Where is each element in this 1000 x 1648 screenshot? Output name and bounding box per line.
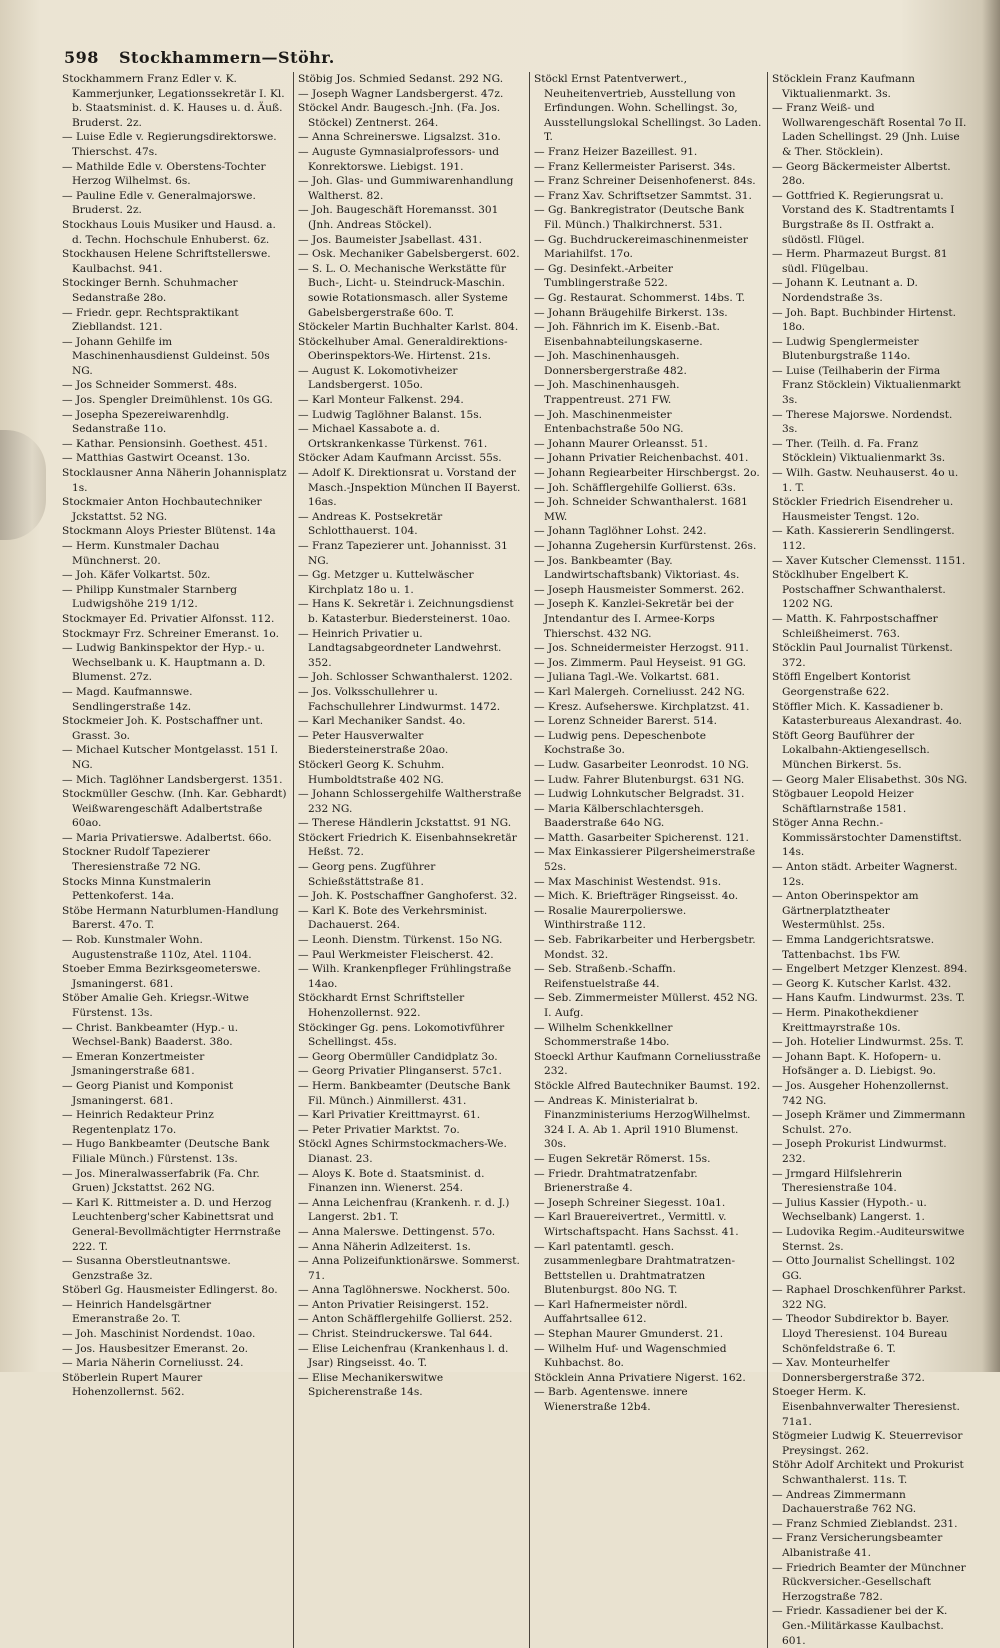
directory-entry: — Christ. Steindruckerswe. Tal 644. bbox=[298, 1328, 493, 1341]
directory-entry: — Franz Heizer Bazeillest. 91. bbox=[534, 145, 698, 158]
directory-entry: — Hans Kaufm. Lindwurmst. 23s. T. bbox=[772, 992, 965, 1005]
directory-entry: — Johann Gehilfe im Maschinenhausdienst Guldeinst. 50s NG. bbox=[62, 335, 270, 377]
directory-entry: — Joh. Maschinenmeister Entenbachstraße 50o NG. bbox=[534, 408, 684, 436]
directory-entry: — Karl K. Rittmeister a. D. und Herzog Leuchtenberg'scher Kabinettsrat und General-Bevollmächtigter Herrnstraße 222. T. bbox=[62, 1196, 281, 1253]
directory-entry: Stoeckl Arthur Kaufmann Corneliusstraße 232. bbox=[534, 1050, 761, 1078]
directory-entry: — Georg Obermüller Candidplatz 3o. bbox=[298, 1050, 498, 1063]
directory-entry: — Juliana Tagl.-We. Volkartst. 681. bbox=[534, 671, 720, 684]
directory-entry: — Elise Mechanikerswitwe Spicherenstraße 14s. bbox=[298, 1371, 444, 1399]
directory-entry: Stoeber Emma Bezirksgeometerswe. Jsmaningerst. 681. bbox=[62, 963, 261, 990]
directory-entry: — Andreas K. Postsekretär Schlotthauerst. 104. bbox=[298, 510, 443, 538]
page-header bbox=[64, 48, 335, 68]
directory-entry: Stockmayer Ed. Privatier Alfonsst. 112. bbox=[62, 612, 275, 625]
directory-entry: — Gg. Buchdruckereimaschinenmeister Mariahilfst. 17o. bbox=[534, 233, 748, 261]
directory-entry: — Karl patentamtl. gesch. zusammenlegbare Drahtmatratzen-Bettstellen u. Drahtmatratzen Blutenburgst. 80o NG. T. bbox=[534, 1240, 736, 1297]
directory-entry: — Adolf K. Direktionsrat u. Vorstand der Masch.-Jnspektion München II Bayerst. 16as. bbox=[298, 467, 521, 509]
directory-entry: — Anton städt. Arbeiter Wagnerst. 12s. bbox=[772, 861, 958, 888]
directory-entry: — Ludovika Regim.-Auditeurswitwe Sternst. 2s. bbox=[772, 1225, 965, 1253]
directory-entry: — Engelbert Metzger Klenzest. 894. bbox=[772, 963, 968, 976]
directory-entry: — Karl Mechaniker Sandst. 4o. bbox=[298, 715, 466, 728]
directory-entry: — Hugo Bankbeamter (Deutsche Bank Filiale Münch.) Fürstenst. 13s. bbox=[62, 1138, 270, 1165]
directory-entry: — Franz Weiß- und Wollwarengeschäft Rosental 7o II. Laden Schellingst. 29 (Jnh. Luise & Ther. Stöcklein). bbox=[772, 102, 967, 158]
directory-entry: — Joseph Krämer und Zimmermann Schulst. 27o. bbox=[772, 1109, 966, 1136]
directory-entry: — Jos. Baumeister Jsabellast. 431. bbox=[298, 233, 482, 246]
directory-entry: — Ludwig Taglöhner Balanst. 15s. bbox=[298, 408, 482, 421]
directory-entry: Stöckl Agnes Schirmstockmachers-We. Dianast. 23. bbox=[298, 1138, 507, 1165]
directory-entry: — Anna Malerswe. Dettingenst. 57o. bbox=[298, 1225, 496, 1238]
directory-entry: — Hans K. Sekretär i. Zeichnungsdienst b. Katasterbur. Biedersteinerst. 10ao. bbox=[298, 598, 514, 625]
directory-entry: — Herm. Pinakothekdiener Kreittmayrstraße 10s. bbox=[772, 1007, 919, 1034]
directory-entry: — Ludw. Gasarbeiter Leonrodst. 10 NG. bbox=[534, 758, 749, 771]
directory-entry: Stöckert Friedrich K. Eisenbahnsekretär Heßst. 72. bbox=[298, 831, 517, 859]
directory-entry: — Pauline Edle v. Generalmajorswe. Bruderst. 2z. bbox=[62, 189, 256, 217]
directory-entry: — Anna Leichenfrau (Krankenh. r. d. J.) Langerst. 2b1. T. bbox=[298, 1196, 510, 1224]
directory-entry: — Matthias Gastwirt Oceanst. 13o. bbox=[62, 452, 251, 465]
directory-entry: — Auguste Gymnasialprofessors- und Konrektorswe. Liebigst. 191. bbox=[298, 145, 500, 173]
directory-entry: Stöcker Adam Kaufmann Arcisst. 55s. bbox=[298, 452, 502, 465]
directory-entry: — Lorenz Schneider Barerst. 514. bbox=[534, 715, 717, 728]
directory-entry: — Joh. Maschinenhausgeh. Donnersbergerstraße 482. bbox=[534, 350, 687, 377]
directory-entry: — Eugen Sekretär Römerst. 15s. bbox=[534, 1152, 711, 1165]
directory-entry: — Wilh. Gastw. Neuhauserst. 4o u. 1. T. bbox=[772, 467, 959, 494]
directory-entry: — Raphael Droschkenführer Parkst. 322 NG. bbox=[772, 1284, 966, 1311]
directory-entry: — Josepha Spezereiwarenhdlg. Sedanstraße 11o. bbox=[62, 408, 230, 436]
directory-entry: — Joh. K. Postschaffner Ganghoferst. 32. bbox=[298, 890, 518, 903]
directory-entry: Stöger Anna Rechn.-Kommissärstochter Damenstiftst. 14s. bbox=[772, 817, 962, 859]
directory-entry: — Elise Leichenfrau (Krankenhaus l. d. Jsar) Ringseisst. 4o. T. bbox=[298, 1342, 509, 1370]
directory-entry: — Joh. Bapt. Buchbinder Hirtenst. 18o. bbox=[772, 306, 956, 334]
directory-entry: — Joh. Schlosser Schwanthalerst. 1202. bbox=[298, 671, 513, 684]
directory-entry: — Jos. Spengler Dreimühlenst. 10s GG. bbox=[62, 394, 273, 407]
directory-entry: — Seb. Zimmermeister Müllerst. 452 NG. I. Aufg. bbox=[534, 992, 758, 1019]
directory-entry: — Ther. (Teilh. d. Fa. Franz Stöcklein) Viktualienmarkt 3s. bbox=[772, 437, 946, 465]
directory-entry: — Aloys K. Bote d. Staatsminist. d. Finanzen inn. Wienerst. 254. bbox=[298, 1167, 485, 1195]
directory-entry: — Johann Maurer Orleansst. 51. bbox=[534, 437, 708, 450]
column-1 bbox=[62, 72, 294, 1648]
directory-entry: — Mich. K. Briefträger Ringseisst. 4o. bbox=[534, 890, 739, 903]
column-3 bbox=[534, 72, 768, 1648]
directory-entry: — Joh. Schäfflergehilfe Gollierst. 63s. bbox=[534, 481, 736, 494]
directory-entry: — Joh. Baugeschäft Horemansst. 301 (Jnh. Andreas Stöckel). bbox=[298, 204, 499, 231]
directory-entry: — Heinrich Privatier u. Landtagsabgeordneter Landwehrst. 352. bbox=[298, 627, 502, 669]
directory-entry: — Franz Kellermeister Pariserst. 34s. bbox=[534, 160, 736, 173]
directory-entry: — Maria Privatierswe. Adalbertst. 66o. bbox=[62, 831, 272, 844]
directory-entry: Stöbe Hermann Naturblumen-Handlung Barerst. 47o. T. bbox=[62, 904, 279, 932]
directory-entry: Stocklausner Anna Näherin Johannisplatz 1s. bbox=[62, 467, 287, 494]
directory-entry: — Anton Schäfflergehilfe Gollierst. 252. bbox=[298, 1313, 513, 1326]
directory-entry: — Karl Brauereivertret., Vermittl. v. Wirtschaftspacht. Hans Sachsst. 41. bbox=[534, 1211, 739, 1238]
directory-entry: Stöffl Engelbert Kontorist Georgenstraße 622. bbox=[772, 671, 911, 698]
directory-entry: — Matth. K. Fahrpostschaffner Schleißheimerst. 763. bbox=[772, 612, 938, 640]
directory-entry: — Gg. Metzger u. Kuttelwäscher Kirchplatz 18o u. 1. bbox=[298, 569, 474, 596]
directory-entry: — Ludwig pens. Depeschenbote Kochstraße 3o. bbox=[534, 729, 707, 757]
directory-entry: — Jos. Volksschullehrer u. Fachschullehrer Lindwurmst. 1472. bbox=[298, 685, 501, 713]
directory-entry: — Joseph Wagner Landsbergerst. 47z. bbox=[298, 87, 504, 100]
directory-entry: Stöcklein Anna Privatiere Nigerst. 162. bbox=[534, 1371, 746, 1384]
directory-entry: Stockhammern Franz Edler v. K. Kammerjunker, Legationssekretär I. Kl. b. Staatsminist. d. K. Hauses u. d. Äuß. Bruderst. 2z. bbox=[62, 73, 285, 129]
directory-entry: — Jrmgard Hilfslehrerin Theresienstraße 104. bbox=[772, 1167, 903, 1195]
directory-entry: — Anna Näherin Adlzeiterst. 1s. bbox=[298, 1240, 471, 1253]
directory-entry: — Franz Schmied Zieblandst. 231. bbox=[772, 1517, 958, 1530]
directory-entry: — Paul Werkmeister Fleischerst. 42. bbox=[298, 948, 494, 961]
directory-entry: Stöcklin Paul Journalist Türkenst. 372. bbox=[772, 642, 953, 669]
directory-entry: — Susanna Oberstleutnantswe. Genzstraße 3z. bbox=[62, 1255, 231, 1282]
directory-entry: Stöberl Gg. Hausmeister Edlingerst. 8o. bbox=[62, 1284, 278, 1297]
directory-entry: — Joh. Fähnrich im K. Eisenb.-Bat. Eisenbahnabteilungskaserne. bbox=[534, 321, 720, 348]
directory-entry: — Michael Kassabote a. d. Ortskrankenkasse Türkenst. 761. bbox=[298, 423, 488, 450]
directory-entry: — Wilh. Krankenpfleger Frühlingstraße 14ao. bbox=[298, 963, 512, 990]
directory-entry: — Heinrich Handelsgärtner Emeranstraße 2o. T. bbox=[62, 1298, 212, 1326]
directory-entry: — Herm. Kunstmaler Dachau Münchnerst. 20. bbox=[62, 540, 220, 567]
directory-entry: — Joh. Maschinenhausgeh. Trappentreust. 271 FW. bbox=[534, 379, 680, 407]
directory-entry: — Jos. Schneidermeister Herzogst. 911. bbox=[534, 642, 749, 655]
directory-entry: — Jos Schneider Sommerst. 48s. bbox=[62, 379, 238, 392]
directory-entry: — Kresz. Aufseherswe. Kirchplatzst. 41. bbox=[534, 700, 750, 713]
directory-entry: — Johann Regiearbeiter Hirschbergst. 2o. bbox=[534, 467, 760, 480]
directory-entry: — Georg pens. Zugführer Schießstättstraße 81. bbox=[298, 861, 436, 888]
directory-entry: — Georg Privatier Plinganserst. 57c1. bbox=[298, 1065, 502, 1078]
directory-entry: — Mathilde Edle v. Oberstens-Tochter Herzog Wilhelmst. 6s. bbox=[62, 160, 266, 188]
directory-entry: — Jos. Ausgeher Hohenzollernst. 742 NG. bbox=[772, 1079, 949, 1107]
directory-entry: — Friedrich Beamter der Münchner Rückversicher.-Gesellschaft Herzogstraße 782. bbox=[772, 1561, 966, 1603]
directory-entry: Stöckelhuber Amal. Generaldirektions-Oberinspektors-We. Hirtenst. 21s. bbox=[298, 335, 508, 363]
directory-entry: — Anna Schreinerswe. Ligsalzst. 31o. bbox=[298, 131, 501, 144]
column-2 bbox=[298, 72, 530, 1648]
directory-entry: — Karl Monteur Falkenst. 294. bbox=[298, 394, 464, 407]
column-4 bbox=[772, 72, 974, 1648]
directory-entry: Stöckl Ernst Patentverwert., Neuheitenvertrieb, Ausstellung von Erfindungen. Wohn. Schellingst. 3o, Ausstellungslokal Schellingst. 3o Laden. T. bbox=[534, 73, 762, 144]
directory-entry: — Barb. Agentenswe. innere Wienerstraße 12b4. bbox=[534, 1386, 688, 1414]
directory-entry: — Wilhelm Schenkkellner Schommerstraße 14bo. bbox=[534, 1021, 673, 1049]
directory-entry: Stöckerl Georg K. Schuhm. Humboldtstraße 402 NG. bbox=[298, 758, 445, 786]
directory-entry: — Jos. Zimmerm. Paul Heyseist. 91 GG. bbox=[534, 656, 747, 669]
directory-entry: — Peter Hausverwalter Biedersteinerstraße 20ao. bbox=[298, 729, 449, 757]
directory-entry: — Peter Privatier Marktst. 7o. bbox=[298, 1123, 460, 1136]
directory-entry: — Osk. Mechaniker Gabelsbergerst. 602. bbox=[298, 248, 520, 261]
directory-entry: — Xaver Kutscher Clemensst. 1151. bbox=[772, 554, 966, 567]
directory-entry: Stockmayr Frz. Schreiner Emeranst. 1o. bbox=[62, 627, 279, 640]
directory-entry: Stockmann Aloys Priester Blütenst. 14a bbox=[62, 525, 276, 538]
directory-entry: — Karl K. Bote des Verkehrsminist. Dachauerst. 264. bbox=[298, 904, 488, 932]
directory-entry: — Xav. Monteurhelfer Donnersbergerstraße 372. bbox=[772, 1357, 925, 1384]
directory-entry: — Friedr. Kassadiener bei der K. Gen.-Militärkasse Kaulbachst. 601. bbox=[772, 1605, 948, 1647]
directory-entry: — Ludwig Bankinspektor der Hyp.- u. Wechselbank u. K. Hauptmann a. D. Blumenst. 27z. bbox=[62, 642, 266, 684]
page-number: 598 bbox=[64, 48, 99, 67]
directory-entry: Stockmeier Joh. K. Postschaffner unt. Grasst. 3o. bbox=[62, 715, 264, 742]
directory-entry: — Julius Kassier (Hypoth.- u. Wechselbank) Langerst. 1. bbox=[772, 1196, 927, 1224]
directory-entry: Stockhausen Helene Schriftstellerswe. Kaulbachst. 941. bbox=[62, 248, 271, 275]
directory-entry: — Jos. Bankbeamter (Bay. Landwirtschaftsbank) Viktoriast. 4s. bbox=[534, 554, 740, 582]
directory-entry: Stockner Rudolf Tapezierer Theresienstraße 72 NG. bbox=[62, 846, 210, 874]
directory-entry: — Anton Privatier Reisingerst. 152. bbox=[298, 1298, 489, 1311]
directory-entry: — Johann Privatier Reichenbachst. 401. bbox=[534, 452, 749, 465]
directory-entry: Stöckle Alfred Bautechniker Baumst. 192. bbox=[534, 1079, 761, 1092]
directory-entry: Stöckler Friedrich Eisendreher u. Hausmeister Tengst. 12o. bbox=[772, 496, 954, 523]
directory-entry: — Rob. Kunstmaler Wohn. Augustenstraße 110z, Atel. 1104. bbox=[62, 934, 252, 961]
directory-entry: — Joh. Glas- und Gummiwarenhandlung Waltherst. 82. bbox=[298, 175, 514, 202]
directory-entry: — Joseph Schreiner Siegesst. 10a1. bbox=[534, 1196, 726, 1209]
directory-entry: — Gg. Desinfekt.-Arbeiter Tumblingerstraße 522. bbox=[534, 262, 673, 290]
directory-entry: Stockhaus Louis Musiker und Hausd. a. d. Techn. Hochschule Enhuberst. 6z. bbox=[62, 218, 276, 246]
directory-entry: — Heinrich Redakteur Prinz Regentenplatz 17o. bbox=[62, 1109, 214, 1136]
directory-entry: — Friedr. gepr. Rechtspraktikant Ziebllandst. 121. bbox=[62, 306, 239, 334]
directory-entry: Stockinger Bernh. Schuhmacher Sedanstraße 28o. bbox=[62, 277, 238, 304]
directory-entry: — Luise Edle v. Regierungsdirektorswe. Thierschst. 47s. bbox=[62, 131, 277, 158]
directory-entry: — Andreas K. Ministerialrat b. Finanzministeriums HerzogWilhelmst. 324 I. A. Ab 1. April 1910 Blumenst. 30s. bbox=[534, 1094, 751, 1151]
directory-entry: Stöckhardt Ernst Schriftsteller Hohenzollernst. 922. bbox=[298, 992, 465, 1019]
directory-entry: — Georg Pianist und Komponist Jsmaningerst. 681. bbox=[62, 1079, 234, 1107]
directory-entry: — Johann Bapt. K. Hofopern- u. Hofsänger a. D. Liebigst. 9o. bbox=[772, 1050, 942, 1078]
page-edge-shadow bbox=[982, 0, 1000, 1372]
directory-entry: Stocks Minna Kunstmalerin Pettenkoferst. 14a. bbox=[62, 875, 211, 903]
thumb-index-tab bbox=[0, 430, 46, 540]
directory-entry: — Franz Xav. Schriftsetzer Sammtst. 31. bbox=[534, 189, 752, 202]
directory-entry: Stöberlein Rupert Maurer Hohenzollernst. 562. bbox=[62, 1371, 203, 1399]
directory-entry: Stöckinger Gg. pens. Lokomotivführer Schellingst. 45s. bbox=[298, 1021, 505, 1049]
directory-entry: — Kathar. Pensionsinh. Goethest. 451. bbox=[62, 437, 268, 450]
directory-entry: — Franz Schreiner Deisenhofenerst. 84s. bbox=[534, 175, 756, 188]
directory-entry: — Michael Kutscher Montgelasst. 151 I. NG. bbox=[62, 744, 279, 771]
directory-entry: — Luise (Teilhaberin der Firma Franz Stöcklein) Viktualienmarkt 3s. bbox=[772, 364, 961, 407]
directory-entry: — Emma Landgerichtsratswe. Tattenbachst. 1bs FW. bbox=[772, 934, 935, 961]
directory-entry: — Georg Maler Elisabethst. 30s NG. bbox=[772, 773, 968, 786]
directory-entry: — Joseph Prokurist Lindwurmst. 232. bbox=[772, 1138, 947, 1165]
directory-entry: — Anton Oberinspektor am Gärtnerplatztheater Westermühlst. 25s. bbox=[772, 890, 919, 932]
directory-entry: Stöckeler Martin Buchhalter Karlst. 804. bbox=[298, 321, 519, 334]
directory-entry: — Herm. Bankbeamter (Deutsche Bank Fil. Münch.) Ainmillerst. 431. bbox=[298, 1079, 511, 1107]
directory-entry: — Maria Näherin Corneliusst. 24. bbox=[62, 1357, 244, 1370]
directory-entry: — Joseph K. Kanzlei-Sekretär bei der Jntendantur des I. Armee-Korps Thierschst. 432 NG. bbox=[534, 598, 734, 640]
directory-entry: — Karl Hafnermeister nördl. Auffahrtsallee 612. bbox=[534, 1298, 688, 1326]
directory-entry: — Kath. Kassiererin Sendlingerst. 112. bbox=[772, 525, 955, 552]
directory-entry: — Leonh. Dienstm. Türkenst. 15o NG. bbox=[298, 934, 503, 947]
directory-entry: — Therese Händlerin Jckstattst. 91 NG. bbox=[298, 817, 512, 830]
directory-entry: — Gg. Restaurat. Schommerst. 14bs. T. bbox=[534, 291, 745, 304]
directory-entry: — Maria Kälberschlachtersgeh. Baaderstraße 64o NG. bbox=[534, 802, 704, 830]
directory-entry: Stöcklhuber Engelbert K. Postschaffner Schwanthalerst. 1202 NG. bbox=[772, 569, 946, 611]
directory-entry: — Stephan Maurer Gmunderst. 21. bbox=[534, 1328, 724, 1341]
directory-entry: — S. L. O. Mechanische Werkstätte für Buch-, Licht- u. Steindruck-Maschin. sowie Rotationsmasch. aller Systeme Gabelsbergerstraße 60o. T. bbox=[298, 262, 508, 319]
directory-entry: Stöcklein Franz Kaufmann Viktualienmarkt. 3s. bbox=[772, 73, 915, 100]
directory-entry: — Franz Versicherungsbeamter Albanistraße 41. bbox=[772, 1532, 943, 1559]
directory-entry: — Ludw. Fahrer Blutenburgst. 631 NG. bbox=[534, 773, 745, 786]
entry-columns bbox=[62, 72, 968, 1647]
directory-entry: — Johann Taglöhner Lohst. 242. bbox=[534, 525, 707, 538]
directory-entry: — Franz Tapezierer unt. Johannisst. 31 NG. bbox=[298, 540, 508, 567]
directory-entry: — Friedr. Drahtmatratzenfabr. Brienerstraße 4. bbox=[534, 1167, 698, 1195]
directory-entry: — Georg K. Kutscher Karlst. 432. bbox=[772, 977, 952, 990]
directory-entry: — Ludwig Spenglermeister Blutenburgstraße 114o. bbox=[772, 335, 919, 363]
directory-entry: — Theodor Subdirektor b. Bayer. Lloyd Theresienst. 104 Bureau Schönfeldstraße 6. T. bbox=[772, 1313, 950, 1355]
directory-entry: — Joseph Hausmeister Sommerst. 262. bbox=[534, 583, 745, 596]
directory-entry: — Rosalie Maurerpolierswe. Winthirstraße 112. bbox=[534, 904, 687, 932]
directory-entry: — Georg Bäckermeister Albertst. 28o. bbox=[772, 160, 951, 188]
directory-entry: — Johann Schlossergehilfe Waltherstraße 232 NG. bbox=[298, 788, 522, 815]
directory-entry: — Gg. Bankregistrator (Deutsche Bank Fil. Münch.) Thalkirchnerst. 531. bbox=[534, 204, 745, 231]
directory-entry: Stögmeier Ludwig K. Steuerrevisor Preysingst. 262. bbox=[772, 1430, 963, 1457]
directory-entry: Stögbauer Leopold Heizer Schäftlarnstraße 1581. bbox=[772, 788, 914, 815]
directory-entry: — Emeran Konzertmeister Jsmaningerstraße 681. bbox=[62, 1050, 205, 1078]
directory-entry: — Christ. Bankbeamter (Hyp.- u. Wechsel-Bank) Baaderst. 38o. bbox=[62, 1021, 239, 1049]
directory-entry: — Max Maschinist Westendst. 91s. bbox=[534, 875, 722, 888]
directory-entry: Stöft Georg Bauführer der Lokalbahn-Aktiengesellsch. München Birkerst. 5s. bbox=[772, 729, 930, 771]
directory-entry: — Therese Majorswe. Nordendst. 3s. bbox=[772, 408, 953, 436]
directory-entry: — Joh. Hotelier Lindwurmst. 25s. T. bbox=[772, 1036, 964, 1049]
directory-entry: Stöber Amalie Geh. Kriegsr.-Witwe Fürstenst. 13s. bbox=[62, 992, 249, 1019]
directory-entry: — Gottfried K. Regierungsrat u. Vorstand des K. Stadtrentamts I Burgstraße 8s II. Ostfrakt a. südöstl. Flügel. bbox=[772, 189, 955, 246]
directory-entry: — Matth. Gasarbeiter Spicherenst. 121. bbox=[534, 831, 749, 844]
directory-entry: — Otto Journalist Schellingst. 102 GG. bbox=[772, 1255, 956, 1282]
directory-entry: — Ludwig Lohnkutscher Belgradst. 31. bbox=[534, 788, 745, 801]
directory-entry: — Johann K. Leutnant a. D. Nordendstraße 3s. bbox=[772, 277, 918, 304]
directory-entry: Stoeger Herm. K. Eisenbahnverwalter Theresienst. 71a1. bbox=[772, 1386, 960, 1428]
directory-entry: — Herm. Pharmazeut Burgst. 81 südl. Flügelbau. bbox=[772, 248, 948, 275]
directory-entry: — Mich. Taglöhner Landsbergerst. 1351. bbox=[62, 773, 283, 786]
directory-entry: — Jos. Hausbesitzer Emeranst. 2o. bbox=[62, 1342, 248, 1355]
directory-entry: — Karl Privatier Kreittmayrst. 61. bbox=[298, 1109, 481, 1122]
directory-entry: — August K. Lokomotivheizer Landsbergerst. 105o. bbox=[298, 364, 458, 392]
directory-entry: — Anna Taglöhnerswe. Nockherst. 50o. bbox=[298, 1284, 511, 1297]
directory-entry: Stockmaier Anton Hochbautechniker Jckstattst. 52 NG. bbox=[62, 496, 262, 523]
directory-entry: — Joh. Käfer Volkartst. 50z. bbox=[62, 569, 211, 582]
directory-entry: — Anna Polizeifunktionärswe. Sommerst. 71. bbox=[298, 1255, 520, 1282]
directory-entry: — Seb. Fabrikarbeiter und Herbergsbetr. Mondst. 32. bbox=[534, 934, 756, 961]
directory-entry: Stockmüller Geschw. (Inh. Kar. Gebhardt) Weißwarengeschäft Adalbertstraße 60ao. bbox=[62, 788, 287, 830]
directory-entry: — Magd. Kaufmannswe. Sendlingerstraße 14z. bbox=[62, 685, 193, 713]
directory-entry: Stöhr Adolf Architekt und Prokurist Schwanthalerst. 11s. T. bbox=[772, 1459, 964, 1486]
directory-entry: — Andreas Zimmermann Dachauerstraße 762 NG. bbox=[772, 1488, 917, 1516]
directory-entry: — Johann Bräugehilfe Birkerst. 13s. bbox=[534, 306, 728, 319]
directory-entry: — Joh. Schneider Schwanthalerst. 1681 MW. bbox=[534, 496, 748, 523]
directory-entry: — Wilhelm Huf- und Wagenschmied Kuhbachst. 8o. bbox=[534, 1342, 727, 1370]
running-title: Stockhammern—Stöhr. bbox=[118, 48, 335, 67]
directory-entry: — Karl Malergeh. Corneliusst. 242 NG. bbox=[534, 685, 745, 698]
directory-entry: — Seb. Straßenb.-Schaffn. Reifenstuelstraße 44. bbox=[534, 963, 676, 990]
directory-entry: — Max Einkassierer Pilgersheimerstraße 52s. bbox=[534, 846, 756, 874]
directory-entry: — Johanna Zugehersin Kurfürstenst. 26s. bbox=[534, 540, 757, 552]
directory-entry: Stöffler Mich. K. Kassadiener b. Katasterbureaus Alexandrast. 4o. bbox=[772, 700, 963, 728]
directory-entry: Stöckel Andr. Baugesch.-Jnh. (Fa. Jos. Stöckel) Zentnerst. 264. bbox=[298, 102, 501, 129]
directory-entry: — Joh. Maschinist Nordendst. 10ao. bbox=[62, 1328, 256, 1341]
directory-entry: — Philipp Kunstmaler Starnberg Ludwigshöhe 219 1/12. bbox=[62, 583, 238, 611]
directory-entry: — Jos. Mineralwasserfabrik (Fa. Chr. Gruen) Jckstattst. 262 NG. bbox=[62, 1167, 260, 1195]
directory-entry: Stöbig Jos. Schmied Sedanst. 292 NG. bbox=[298, 73, 504, 85]
